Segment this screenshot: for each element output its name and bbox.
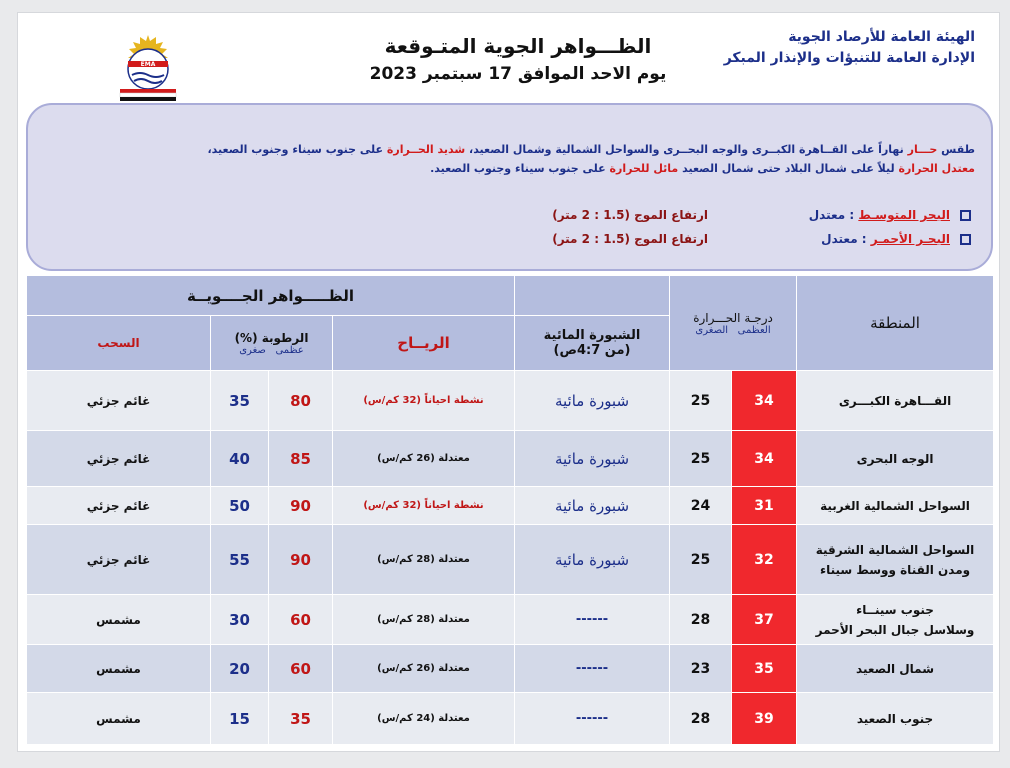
header-clouds: السحب: [27, 316, 211, 371]
summary-line-1: [207, 143, 975, 156]
sea-red: [821, 232, 971, 250]
sea-mediterranean: [809, 208, 971, 226]
cell-fog: شبورة مائية: [515, 371, 670, 431]
forecast-table: [26, 275, 994, 745]
header-fog: [515, 316, 670, 371]
title-block: [328, 31, 708, 87]
forecast-sheet: [17, 12, 1000, 752]
region-line-1: جنوب الصعيد: [856, 711, 934, 726]
cell-region: [797, 487, 994, 525]
region-line-1: جنوب سينــاء: [856, 602, 934, 617]
cell-humidity-max: 80: [269, 371, 333, 431]
cell-wind: نشطة احياناً (32 كم/س): [333, 371, 515, 431]
cell-fog: ------: [515, 693, 670, 745]
cell-humidity-min: 40: [211, 431, 269, 487]
region-line-1: الوجه البحرى: [856, 451, 934, 466]
cell-wind: معتدلة (26 كم/س): [333, 431, 515, 487]
sea-name: البحـر الأحمـر: [870, 232, 950, 246]
table-row: [27, 431, 994, 487]
cell-temp-max: 32: [732, 525, 797, 595]
header-temperature: [670, 276, 797, 371]
table-row: [27, 693, 994, 745]
region-line-1: السواحل الشمالية الشرقية: [815, 542, 975, 557]
region-line-1: شمال الصعيد: [856, 661, 935, 676]
cell-temp-min: 25: [670, 525, 732, 595]
header-humidity-sub: [211, 345, 332, 356]
cell-temp-max: 31: [732, 487, 797, 525]
sea-name: البحر المتوسـط: [858, 208, 950, 222]
header-blank: [515, 276, 670, 316]
table-row: [27, 595, 994, 645]
region-line-2: وسلاسل جبال البحر الأحمر: [815, 622, 975, 637]
cell-temp-min: 23: [670, 645, 732, 693]
cell-clouds: مشمس: [27, 595, 211, 645]
cell-wind: معتدلة (26 كم/س): [333, 645, 515, 693]
summary-text: على جنوب سيناء وجنوب الصعيد،: [207, 143, 384, 156]
header-hum-min: صغرى: [239, 344, 266, 356]
cell-fog: شبورة مائية: [515, 431, 670, 487]
cell-region: [797, 525, 994, 595]
region-line-1: القـــاهرة الكبـــرى: [838, 393, 952, 408]
cell-wind: نشطة احياناً (32 كم/س): [333, 487, 515, 525]
wave-height-mediterranean: ارتفاع الموج (1.5 : 2 متر): [552, 208, 708, 222]
sea-state: : معتدل: [808, 208, 855, 222]
cell-fog: شبورة مائية: [515, 525, 670, 595]
summary-text: على جنوب سيناء وجنوب الصعيد.: [430, 162, 606, 175]
checkbox-icon: [960, 210, 971, 221]
cell-fog: ------: [515, 645, 670, 693]
header-humidity: [211, 316, 333, 371]
cell-fog: شبورة مائية: [515, 487, 670, 525]
cell-humidity-min: 15: [211, 693, 269, 745]
header-phenomena: الظـــــواهر الجــــويــة: [27, 276, 515, 316]
cell-wind: معتدلة (28 كم/س): [333, 595, 515, 645]
region-line-2: ومدن القناة ووسط سيناء: [819, 562, 971, 577]
cell-temp-max: 39: [732, 693, 797, 745]
organization-name: [724, 27, 975, 69]
cell-temp-min: 25: [670, 431, 732, 487]
summary-text: نهاراً على القــاهرة الكبــرى والوجه البحــرى والسواحل الشمالية وشمال الصعيد،: [469, 143, 904, 156]
cell-humidity-max: 90: [269, 525, 333, 595]
header-hum-max: عظمى: [275, 344, 304, 356]
cell-humidity-max: 60: [269, 595, 333, 645]
cell-wind: معتدلة (28 كم/س): [333, 525, 515, 595]
cell-humidity-min: 30: [211, 595, 269, 645]
org-line-1: الهيئة العامة للأرصاد الجوية: [788, 29, 975, 45]
cell-clouds: غائم جزئي: [27, 431, 211, 487]
summary-highlight: معتدل الحرارة: [898, 162, 975, 175]
header-wind: الريــاح: [333, 316, 515, 371]
cell-humidity-min: 20: [211, 645, 269, 693]
table-header-row: [27, 276, 994, 316]
wave-height-red-sea: ارتفاع الموج (1.5 : 2 متر): [552, 232, 708, 246]
cell-region: [797, 371, 994, 431]
ema-logo-icon: [108, 31, 188, 105]
cell-humidity-max: 60: [269, 645, 333, 693]
header-region: المنطقة: [797, 276, 994, 371]
cell-region: [797, 431, 994, 487]
cell-clouds: مشمس: [27, 645, 211, 693]
cell-temp-min: 28: [670, 693, 732, 745]
summary-line-2: [430, 162, 975, 175]
table-row: [27, 525, 994, 595]
cell-temp-min: 28: [670, 595, 732, 645]
page-title: الظـــواهر الجوية المتـوقعة: [384, 34, 652, 58]
cell-fog: ------: [515, 595, 670, 645]
cell-temp-max: 34: [732, 371, 797, 431]
summary-text: طقس: [941, 143, 975, 156]
table-row: [27, 371, 994, 431]
cell-humidity-max: 90: [269, 487, 333, 525]
header-fog-label: الشبورة المائية: [543, 328, 641, 343]
cell-clouds: غائم جزئي: [27, 487, 211, 525]
org-line-2: الإدارة العامة للتنبؤات والإنذار المبكر: [723, 50, 975, 66]
logo-text: EMA: [140, 61, 156, 68]
summary-text: ليلاً على شمال البلاد حتى شمال الصعيد: [682, 162, 895, 175]
cell-clouds: غائم جزئي: [27, 371, 211, 431]
cell-wind: معتدلة (24 كم/س): [333, 693, 515, 745]
table-row: [27, 487, 994, 525]
cell-humidity-max: 35: [269, 693, 333, 745]
cell-temp-max: 34: [732, 431, 797, 487]
checkbox-icon: [960, 234, 971, 245]
cell-temp-max: 35: [732, 645, 797, 693]
summary-highlight: حـــار: [907, 143, 938, 156]
forecast-date: يوم الاحد الموافق 17 سبتمبر 2023: [369, 64, 667, 84]
summary-box: [26, 103, 993, 271]
summary-highlight: مائل للحرارة: [609, 162, 679, 175]
cell-humidity-min: 55: [211, 525, 269, 595]
cell-region: [797, 595, 994, 645]
header-temp-sub: [670, 325, 796, 336]
header-temp-max: العظمى: [737, 324, 771, 336]
cell-temp-min: 25: [670, 371, 732, 431]
cell-region: [797, 693, 994, 745]
header-humidity-label: الرطوبة (%): [234, 330, 309, 345]
region-line-1: السواحل الشمالية الغربية: [820, 498, 970, 513]
summary-highlight: شديد الحــرارة: [386, 143, 466, 156]
cell-temp-max: 37: [732, 595, 797, 645]
sea-state: : معتدل: [821, 232, 867, 246]
cell-clouds: غائم جزئي: [27, 525, 211, 595]
cell-humidity-max: 85: [269, 431, 333, 487]
header-temp-label: درجـة الحـــرارة: [693, 310, 773, 325]
table-row: [27, 645, 994, 693]
cell-clouds: مشمس: [27, 693, 211, 745]
cell-temp-min: 24: [670, 487, 732, 525]
header-temp-min: الصغرى: [695, 324, 729, 336]
header-fog-time: (من 4:7ص): [553, 343, 631, 358]
cell-humidity-min: 35: [211, 371, 269, 431]
cell-humidity-min: 50: [211, 487, 269, 525]
cell-region: [797, 645, 994, 693]
